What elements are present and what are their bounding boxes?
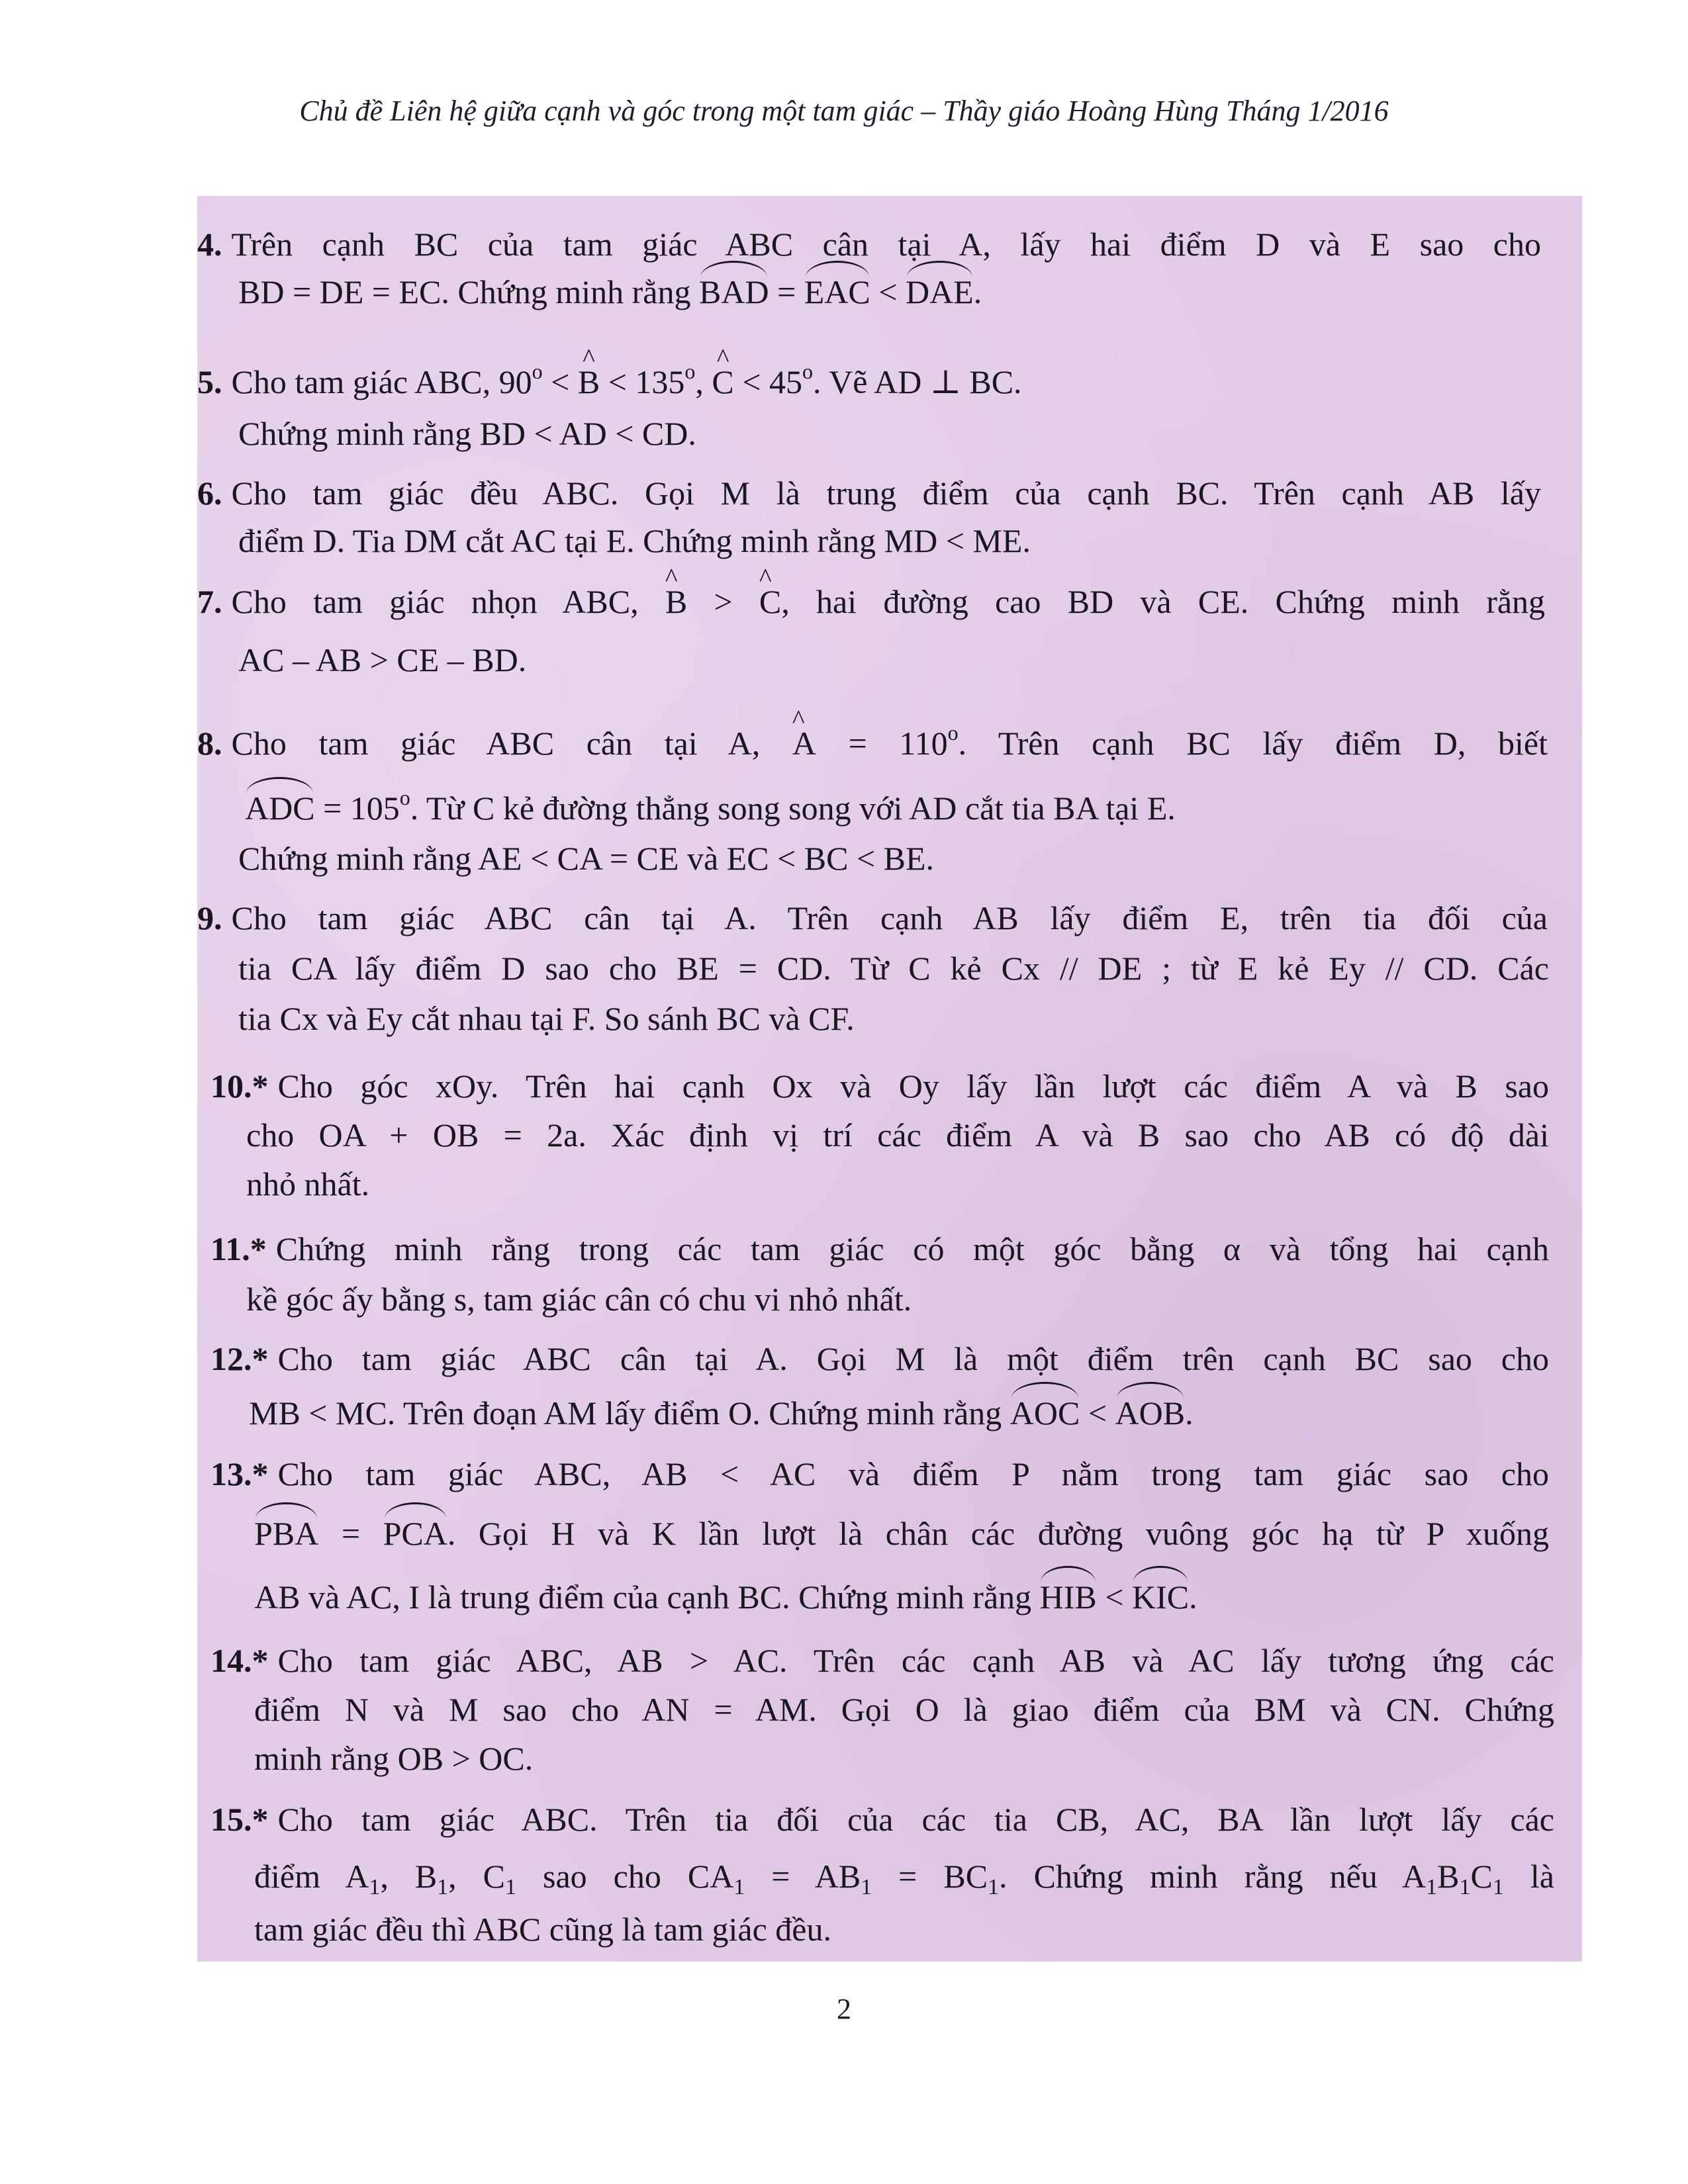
problem-number: 8.: [197, 725, 222, 762]
period: .: [1189, 1578, 1197, 1615]
less-than-sign: <: [1105, 1578, 1124, 1615]
subscript: 1: [437, 1875, 449, 1899]
problem-8-line-3: Chứng minh rằng AE < CA = CE và EC < BC < BE.: [238, 840, 935, 877]
subscript: 1: [369, 1875, 381, 1899]
problem-13-line-3: [254, 1572, 1197, 1621]
problem-number: 10.*: [211, 1068, 269, 1105]
problem-11-line-2: kề góc ấy bằng s, tam giác cân có chu vi nhỏ nhất.: [246, 1281, 912, 1318]
problem-number: 6.: [197, 475, 222, 512]
problem-text: MB < MC. Trên đoạn AM lấy điểm O. Chứng minh rằng: [249, 1394, 1002, 1432]
angle-a: ^ A: [792, 719, 816, 768]
problem-4-line-1: [197, 220, 1541, 269]
angle-bad: BAD: [699, 267, 769, 316]
problem-number: 11.*: [211, 1230, 267, 1267]
problem-text: . Chứng minh rằng nếu A: [999, 1858, 1427, 1895]
degree-mark: o: [684, 359, 696, 383]
problem-8-line-2: [245, 773, 1176, 833]
degree-mark: o: [532, 359, 543, 383]
problem-text: = 105: [323, 790, 400, 827]
problem-7-line-1: [197, 577, 1545, 626]
angle-kic: KIC: [1132, 1572, 1189, 1621]
problem-text: Cho tam giác ABC, 90: [231, 363, 532, 400]
problem-6-line-1: [197, 469, 1541, 518]
subscript: 1: [1459, 1875, 1471, 1899]
problem-text: Cho tam giác ABC, AB > AC. Trên các cạnh AB và AC lấy tương ứng các: [277, 1642, 1554, 1679]
problem-text: B: [1437, 1858, 1460, 1895]
angle-c: ^ C: [759, 577, 781, 626]
problem-text: Chứng minh rằng trong các tam giác có một góc bằng α và tổng hai cạnh: [275, 1230, 1549, 1267]
angle-eac: EAC: [804, 267, 870, 316]
problem-text: Cho tam giác ABC cân tại A,: [231, 725, 761, 762]
problem-text: BD = DE = EC. Chứng minh rằng: [238, 273, 691, 310]
problem-12-line-1: [211, 1334, 1549, 1383]
problem-text: AB và AC, I là trung điểm của cạnh BC. Chứng minh rằng: [254, 1578, 1032, 1615]
angle-pca: PCA: [383, 1509, 447, 1558]
problem-text: Cho tam giác ABC cân tại A. Gọi M là một điểm trên cạnh BC sao cho: [277, 1340, 1549, 1377]
comma: ,: [695, 363, 704, 400]
page-number: 2: [837, 1993, 851, 2025]
problem-number: 4.: [197, 226, 222, 263]
problem-number: 7.: [197, 583, 222, 620]
subscript: 1: [733, 1875, 745, 1899]
problem-text: . Từ C kẻ đường thẳng song song với AD cắt tia BA tại E.: [410, 790, 1176, 827]
problem-5-line-1: [197, 347, 1022, 406]
less-than-sign: <: [878, 273, 898, 310]
scanned-exercise-sheet: [197, 196, 1582, 1962]
problem-number: 12.*: [211, 1340, 269, 1377]
subscript: 1: [1492, 1875, 1504, 1899]
page-header: Chủ đề Liên hệ giữa cạnh và góc trong một tam giác – Thầy giáo Hoàng Hùng Tháng 1/2016: [299, 95, 1389, 127]
problem-text: = AB: [745, 1858, 861, 1895]
problem-number: 9.: [197, 899, 222, 936]
problem-10-line-2: cho OA + OB = 2a. Xác định vị trí các điểm A và B sao cho AB có độ dài: [246, 1116, 1549, 1154]
equals-sign: =: [777, 273, 796, 310]
angle-b: ^ B: [578, 357, 600, 406]
problem-15-line-3: tam giác đều thì ABC cũng là tam giác đều.: [254, 1911, 831, 1948]
problem-text: Cho tam giác ABC. Trên tia đối của các tia CB, AC, BA lần lượt lấy các: [277, 1801, 1554, 1838]
angle-hib: HIB: [1040, 1572, 1097, 1621]
problem-text: . Gọi H và K lần lượt là chân các đường vuông góc hạ từ P xuống: [447, 1515, 1550, 1552]
problem-9-line-2: tia CA lấy điểm D sao cho BE = CD. Từ C kẻ Cx // DE ; từ E kẻ Ey // CD. Các: [238, 950, 1549, 987]
subscript: 1: [505, 1875, 517, 1899]
problem-number: 14.*: [211, 1642, 269, 1679]
degree-mark: o: [947, 721, 959, 745]
subscript: 1: [861, 1875, 872, 1899]
problem-text: . Vẽ AD ⊥ BC.: [812, 363, 1022, 400]
problem-text: Cho tam giác ABC cân tại A. Trên cạnh AB lấy điểm E, trên tia đối của: [231, 899, 1548, 936]
problem-15-line-1: [211, 1795, 1554, 1844]
problem-13-line-2: [254, 1509, 1549, 1558]
problem-4-line-2: [238, 267, 982, 316]
problem-text: Trên cạnh BC của tam giác ABC cân tại A, lấy hai điểm D và E sao cho: [231, 226, 1541, 263]
problem-14-line-1: [211, 1636, 1554, 1685]
problem-text: = 110: [848, 725, 948, 762]
subscript: 1: [988, 1875, 1000, 1899]
problem-14-line-2: điểm N và M sao cho AN = AM. Gọi O là giao điểm của BM và CN. Chứng: [254, 1691, 1554, 1728]
problem-text: , B: [380, 1858, 438, 1895]
problem-text: = BC: [872, 1858, 988, 1895]
problem-text: C: [1470, 1858, 1493, 1895]
problem-9-line-1: [197, 893, 1548, 942]
problem-text: sao cho CA: [516, 1858, 734, 1895]
subscript: 1: [1426, 1875, 1438, 1899]
angle-adc: ADC: [245, 784, 315, 833]
problem-10-line-3: nhỏ nhất.: [246, 1165, 370, 1203]
period: .: [973, 273, 982, 310]
problem-text: < 135: [608, 363, 685, 400]
problem-11-line-1: [211, 1224, 1549, 1273]
equals-sign: =: [341, 1515, 361, 1552]
problem-15-line-2: [254, 1852, 1554, 1912]
problem-text: Cho tam giác ABC, AB < AC và điểm P nằm trong tam giác sao cho: [277, 1455, 1549, 1492]
angle-dae: DAE: [906, 267, 974, 316]
less-than-sign: <: [551, 363, 570, 400]
problem-text: điểm A: [254, 1858, 369, 1895]
problem-8-line-1: [197, 708, 1548, 768]
problem-number: 15.*: [211, 1801, 269, 1838]
degree-mark: o: [399, 786, 410, 809]
problem-14-line-3: minh rằng OB > OC.: [254, 1740, 534, 1777]
problem-text: Cho tam giác nhọn ABC,: [231, 583, 639, 620]
problem-text: Cho tam giác đều ABC. Gọi M là trung điểm của cạnh BC. Trên cạnh AB lấy: [231, 475, 1541, 512]
problem-6-line-2: điểm D. Tia DM cắt AC tại E. Chứng minh rằng MD < ME.: [238, 522, 1031, 559]
problem-text: , hai đường cao BD và CE. Chứng minh rằng: [781, 583, 1546, 620]
problem-text: . Trên cạnh BC lấy điểm D, biết: [958, 725, 1548, 762]
problem-7-line-2: AC – AB > CE – BD.: [238, 641, 527, 678]
problem-text: Cho góc xOy. Trên hai cạnh Ox và Oy lấy lần lượt các điểm A và B sao: [277, 1068, 1549, 1105]
problem-number: 5.: [197, 363, 222, 400]
less-than-sign: <: [1088, 1394, 1107, 1432]
greater-than-sign: >: [714, 583, 733, 620]
problem-12-line-2: [249, 1388, 1194, 1437]
problem-10-line-1: [211, 1062, 1549, 1111]
problem-text: là: [1503, 1858, 1554, 1895]
problem-9-line-3: tia Cx và Ey cắt nhau tại F. So sánh BC và CF.: [238, 1000, 855, 1037]
problem-text: , C: [448, 1858, 506, 1895]
angle-pba: PBA: [254, 1509, 318, 1558]
degree-mark: o: [802, 359, 813, 383]
angle-aoc: AOC: [1010, 1388, 1080, 1437]
angle-c: ^ C: [712, 357, 733, 406]
period: .: [1185, 1394, 1194, 1432]
problem-number: 13.*: [211, 1455, 269, 1492]
angle-aob: AOB: [1115, 1388, 1186, 1437]
angle-b: ^ B: [665, 577, 687, 626]
problem-5-line-2: Chứng minh rằng BD < AD < CD.: [238, 415, 696, 452]
problem-text: < 45: [742, 363, 802, 400]
problem-13-line-1: [211, 1449, 1549, 1498]
